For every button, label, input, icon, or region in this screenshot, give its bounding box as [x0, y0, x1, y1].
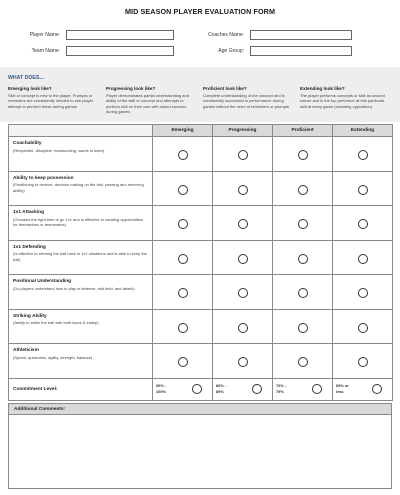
skill-row-coachability	[9, 137, 393, 172]
rating-cell	[213, 309, 273, 344]
player-name-field	[12, 30, 174, 40]
skill-desc: (Do players understand how to play in defense, mid field, and attack)	[13, 285, 135, 291]
rating-cell	[333, 275, 393, 310]
rating-cell	[213, 344, 273, 379]
commitment-radio-80-89[interactable]	[252, 384, 262, 394]
rating-cell	[333, 344, 393, 379]
range-line-2: 100%	[156, 388, 166, 394]
rating-cell	[333, 171, 393, 206]
team-name-field	[12, 46, 174, 56]
rating-radio-emerging[interactable]	[178, 219, 188, 229]
skill-row-1v1-attacking	[9, 206, 393, 241]
range-line-1: 70% -	[276, 382, 287, 388]
level-body: Player demonstrates partial understanding and ability of the skill or concept and attempts to perform skill on their own with varied success during games	[106, 92, 189, 115]
commitment-cell	[213, 378, 273, 400]
level-heading: Proficient look like?	[203, 86, 247, 91]
skill-name: Positional Understanding	[13, 279, 72, 284]
skill-desc: (Ability to strike the ball with both laces & instep)	[13, 320, 99, 325]
skill-cell	[9, 275, 153, 310]
range-line-1: 69% or	[336, 382, 349, 388]
grid-header-row	[9, 125, 393, 137]
commitment-range	[216, 383, 226, 395]
rating-radio-emerging[interactable]	[178, 323, 188, 333]
age-group-field	[186, 46, 352, 56]
rating-radio-emerging[interactable]	[178, 288, 188, 298]
rating-radio-proficient[interactable]	[298, 219, 308, 229]
rating-radio-proficient[interactable]	[298, 185, 308, 195]
skill-name: Coachability	[13, 141, 42, 146]
rating-cell	[213, 206, 273, 241]
skill-row-1v1-defending	[9, 240, 393, 275]
skill-name: 1v1 Defending	[13, 244, 46, 250]
commitment-range	[276, 383, 286, 395]
rating-radio-proficient[interactable]	[298, 288, 308, 298]
column-header-proficient: Proficient	[273, 125, 333, 137]
level-body: The player performs concepts or skill as second nature and is the top performer at this particular skill at every game (including opposition)	[300, 92, 385, 109]
age-group-label: Age Group:	[218, 48, 244, 54]
level-extending-desc	[300, 86, 392, 109]
column-header-progressing: Progressing	[213, 125, 273, 137]
column-header-extending: Extending	[333, 125, 393, 137]
rating-radio-proficient[interactable]	[298, 254, 308, 264]
rating-cell	[153, 206, 213, 241]
level-progressing-desc	[106, 86, 198, 115]
rating-cell	[273, 171, 333, 206]
rating-cell	[273, 309, 333, 344]
rating-radio-proficient[interactable]	[298, 357, 308, 367]
commitment-radio-70-79[interactable]	[312, 384, 322, 394]
level-heading: Emerging look like?	[8, 86, 52, 91]
rating-cell	[213, 137, 273, 172]
level-heading: Extending look like?	[300, 86, 345, 91]
range-line-2: 79%	[276, 388, 284, 394]
range-line-2: less	[336, 388, 344, 394]
team-name-input[interactable]	[66, 46, 174, 56]
rating-cell	[213, 240, 273, 275]
rating-cell	[273, 275, 333, 310]
level-heading: Progressing look like?	[106, 86, 156, 91]
rating-radio-progressing[interactable]	[238, 254, 248, 264]
rating-radio-emerging[interactable]	[178, 185, 188, 195]
rating-cell	[273, 137, 333, 172]
skill-desc: (Chooses the right time to go 1v1 and is effective in creating opportunities for themselves or teammates)	[13, 216, 144, 227]
player-name-input[interactable]	[66, 30, 174, 40]
rating-cell	[333, 309, 393, 344]
rating-radio-progressing[interactable]	[238, 357, 248, 367]
skill-cell	[9, 240, 153, 275]
level-body: Complete understanding of the concept and is consistently successful in performance during games without the need of reminders or prompts	[203, 92, 290, 109]
commitment-cell	[273, 378, 333, 400]
skill-cell	[9, 344, 153, 379]
skill-cell	[9, 137, 153, 172]
additional-comments-box	[8, 403, 392, 489]
additional-comments-label: Additional Comments:	[9, 404, 391, 415]
skill-name: Striking Ability	[13, 313, 47, 319]
skill-row-positional	[9, 275, 393, 310]
skill-desc: (Positioning to receive, decision making on the ball, passing and receiving ability)	[13, 182, 144, 193]
commitment-radio-69-or-less[interactable]	[372, 384, 382, 394]
rating-cell	[153, 275, 213, 310]
rating-radio-progressing[interactable]	[238, 185, 248, 195]
skill-name: 1v1 Attacking	[13, 210, 45, 215]
rating-radio-extending[interactable]	[358, 288, 368, 298]
rating-cell	[153, 344, 213, 379]
skill-row-striking	[9, 309, 393, 344]
commitment-cell	[333, 378, 393, 400]
rating-radio-emerging[interactable]	[178, 357, 188, 367]
rating-radio-extending[interactable]	[358, 219, 368, 229]
skill-cell	[9, 309, 153, 344]
level-proficient-desc	[203, 86, 295, 109]
rating-cell	[213, 171, 273, 206]
level-body: Skill or concept is new to the player. Prompts or reminders are consistently needed to see player attempt to perform these during games	[8, 92, 94, 109]
rating-radio-extending[interactable]	[358, 357, 368, 367]
coaches-name-label: Coaches Name:	[208, 32, 244, 38]
coaches-name-input[interactable]	[250, 30, 352, 40]
age-group-input[interactable]	[250, 46, 352, 56]
rating-cell	[333, 240, 393, 275]
skill-desc: (Speed, quickness, agility, strength, balance)	[13, 354, 93, 360]
rating-radio-emerging[interactable]	[178, 254, 188, 264]
skill-row-athleticism	[9, 344, 393, 379]
range-line-2: 89%	[216, 388, 224, 394]
rating-radio-extending[interactable]	[358, 150, 368, 160]
level-emerging-desc	[8, 86, 100, 109]
rating-cell	[153, 137, 213, 172]
rating-cell	[273, 206, 333, 241]
commitment-row	[9, 378, 393, 400]
rating-radio-progressing[interactable]	[238, 150, 248, 160]
rating-radio-proficient[interactable]	[298, 150, 308, 160]
skill-desc: (Respectful, discipline, hardworking, wants to learn)	[13, 147, 105, 153]
coaches-name-field	[186, 30, 352, 40]
rating-cell	[153, 240, 213, 275]
commitment-radio-90-100[interactable]	[192, 384, 202, 394]
rating-cell	[153, 309, 213, 344]
skill-name: Ability to keep possession	[13, 175, 74, 181]
skill-cell	[9, 171, 153, 206]
rating-radio-progressing[interactable]	[238, 323, 248, 333]
commitment-label: Commitment Level:	[9, 378, 153, 400]
commitment-range	[156, 383, 166, 395]
what-does-heading: WHAT DOES...	[8, 75, 44, 81]
team-name-label: Team Name:	[31, 48, 60, 54]
rating-radio-proficient[interactable]	[298, 323, 308, 333]
skill-cell	[9, 206, 153, 241]
column-header-emerging: Emerging	[153, 125, 213, 137]
rating-radio-progressing[interactable]	[238, 288, 248, 298]
rating-cell	[333, 137, 393, 172]
rating-cell	[153, 171, 213, 206]
rating-cell	[213, 275, 273, 310]
skill-row-possession	[9, 171, 393, 206]
additional-comments-input[interactable]	[9, 415, 391, 489]
rating-cell	[273, 344, 333, 379]
rating-cell	[273, 240, 333, 275]
player-name-label: Player Name:	[29, 32, 60, 38]
form-title: MID SEASON PLAYER EVALUATION FORM	[124, 7, 276, 16]
commitment-cell	[153, 378, 213, 400]
rating-radio-extending[interactable]	[358, 185, 368, 195]
skill-name: Athleticism	[13, 348, 39, 353]
evaluation-grid	[8, 124, 393, 401]
rating-radio-progressing[interactable]	[238, 219, 248, 229]
rating-radio-emerging[interactable]	[178, 150, 188, 160]
skill-desc: (Is effective in winning the ball back in 1v1 situations and is able to keep the ball)	[13, 251, 148, 262]
grid-header-blank	[9, 125, 153, 137]
rating-radio-extending[interactable]	[358, 323, 368, 333]
rating-radio-extending[interactable]	[358, 254, 368, 264]
range-line-1: 90% -	[156, 382, 167, 388]
range-line-1: 80% -	[216, 382, 227, 388]
commitment-range	[336, 383, 349, 395]
rating-cell	[333, 206, 393, 241]
